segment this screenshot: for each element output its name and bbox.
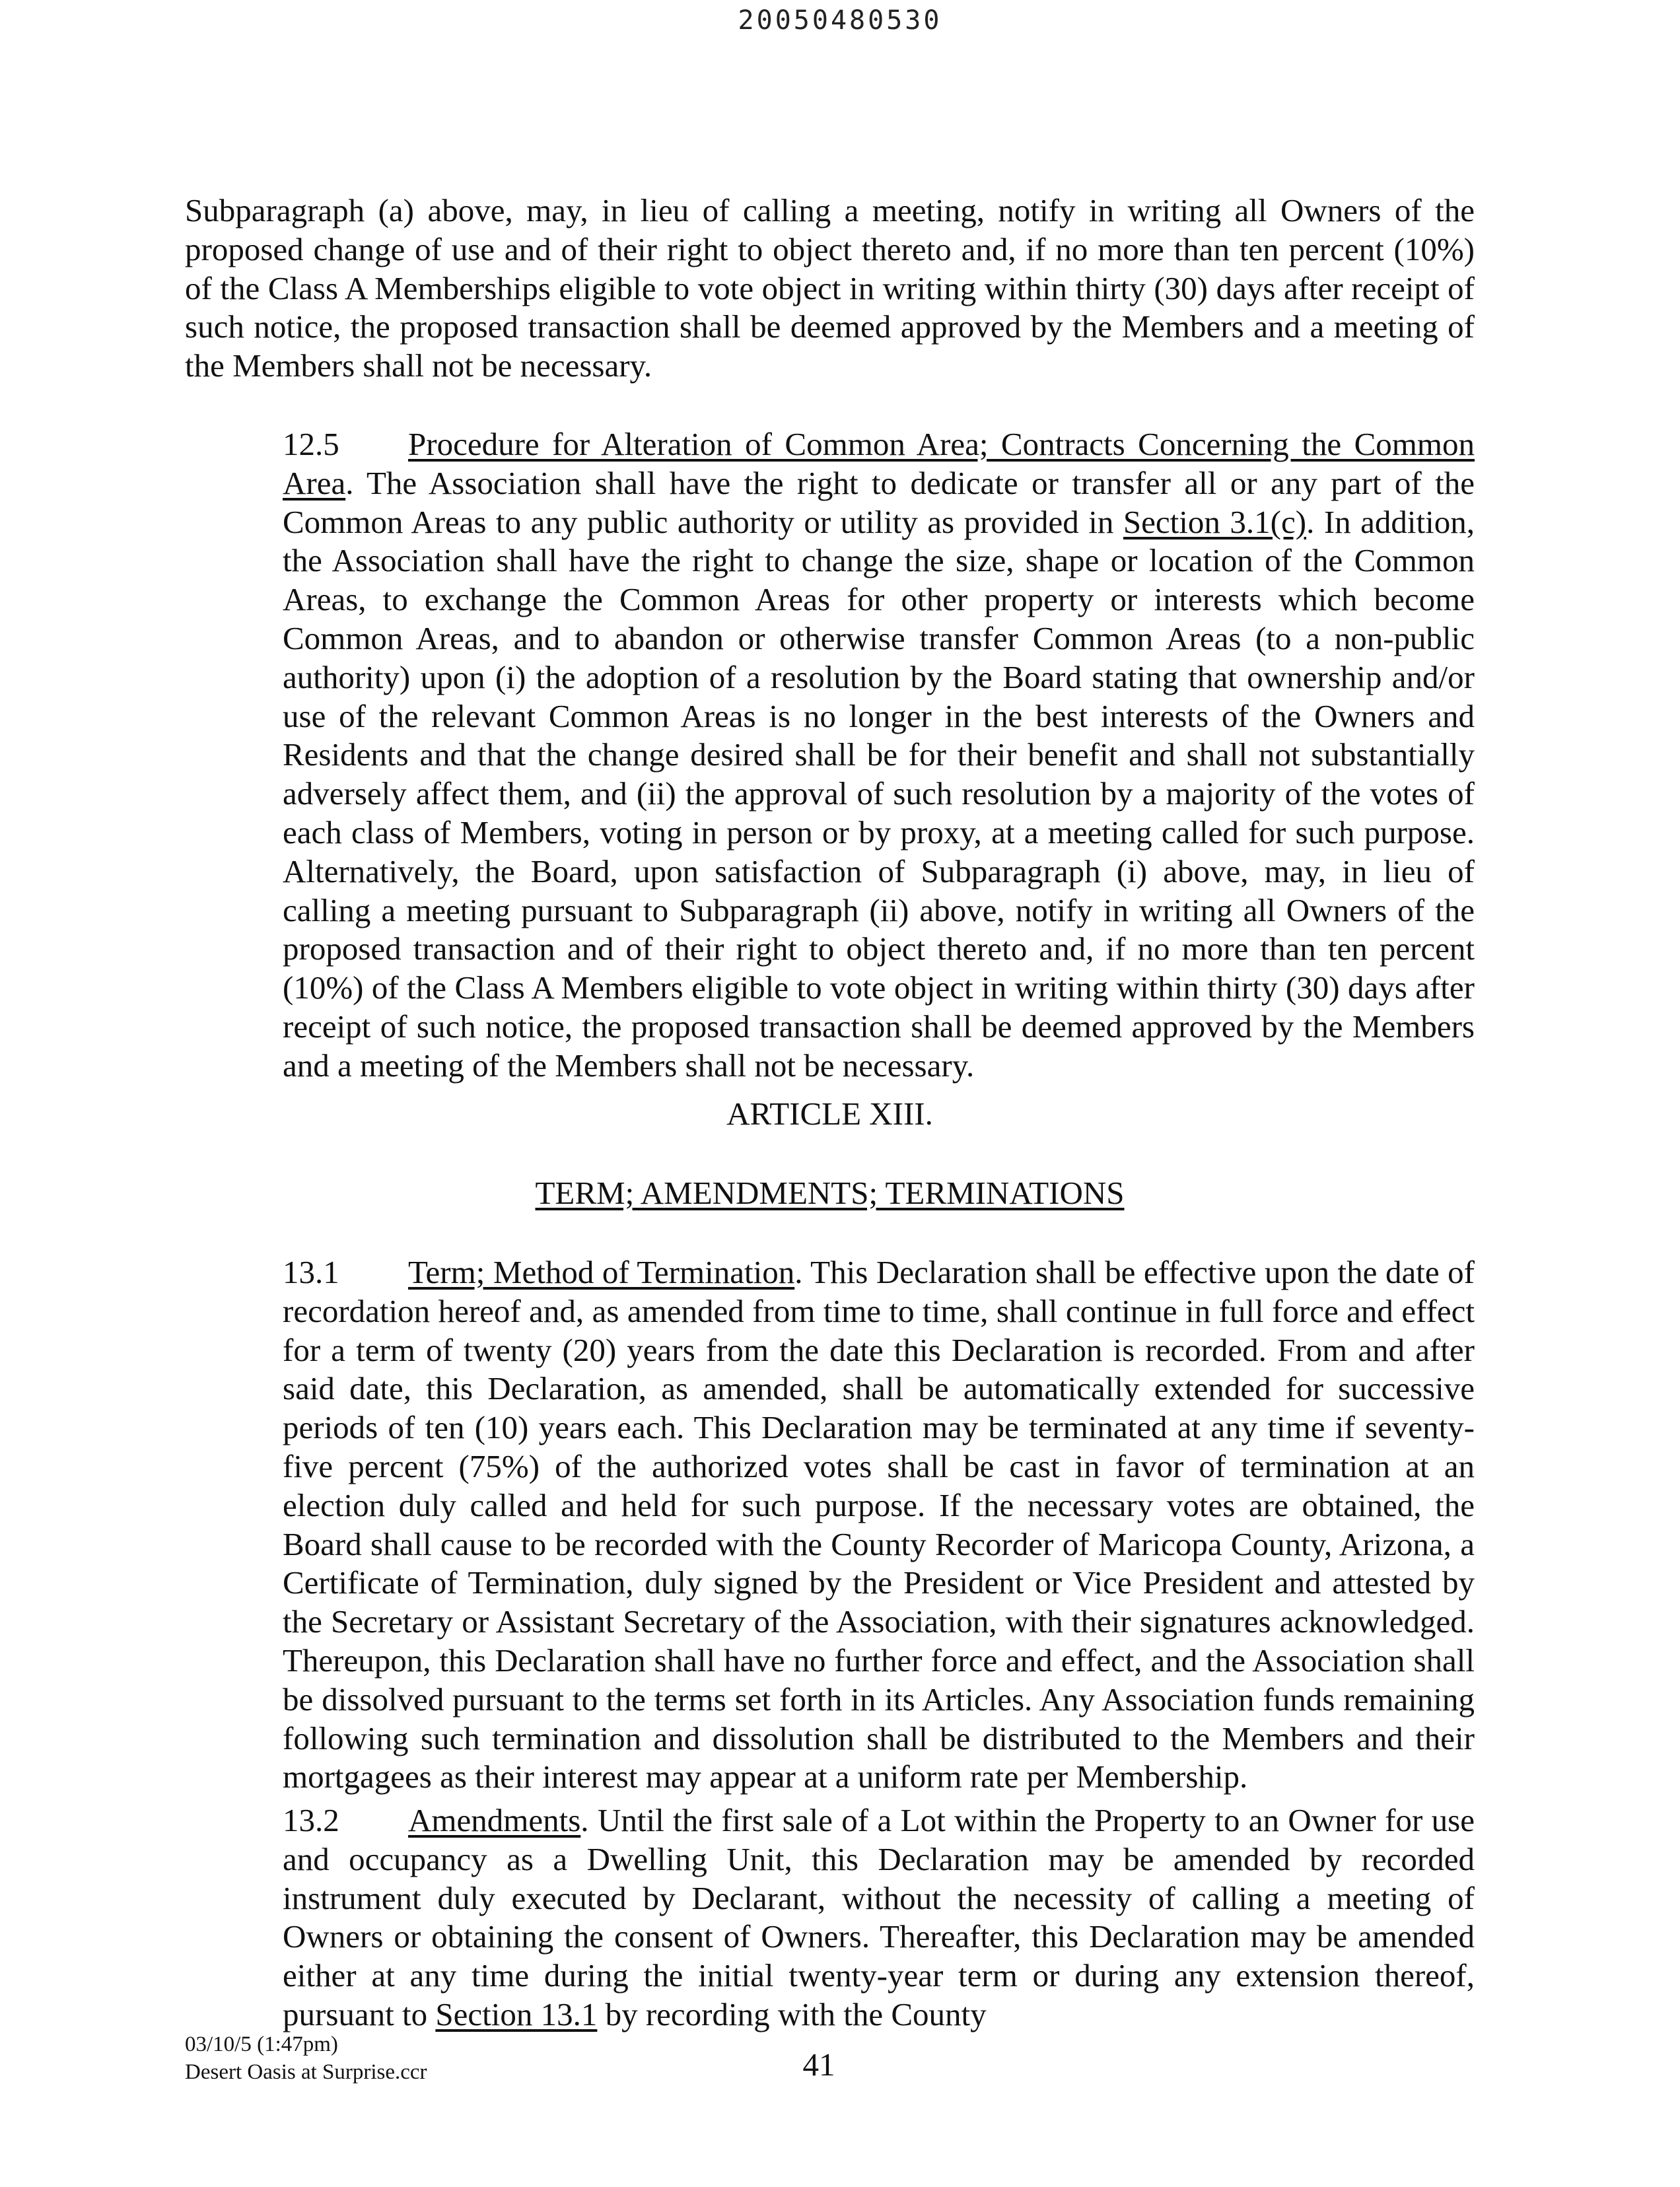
section-heading: Procedure for Alteration of Common Area; Contracts Concerning the Common Area: [283, 426, 1475, 501]
section-text: . Until the first sale of a Lot within the Property to an Owner for use and occupancy as a Dwelling Unit, this Declaration may be amended by recorded instrument duly executed by Declarant, without the necessity of calling a meeting of Owners or obtaining the consent of Owners. Thereafter, this Declaration may be amended either at any time during the initial twenty-year term or during any extension thereof, pursuant to: [283, 1802, 1475, 2032]
section-text: . This Declaration shall be effective upon the date of recordation hereof and, as amended from time to time, shall continue in full force and effect for a term of twenty (20) years from the date this Declaration is recorded. From and after said date, this Declaration, as amended, shall be automatically extended for successive periods of ten (10) years each. This Declaration may be terminated at any time if seventy-five percent (75%) of the authorized votes shall be cast in favor of termination at an election duly called and held for such purpose. If the necessary votes are obtained, the Board shall cause to be recorded with the County Recorder of Maricopa County, Arizona, a Certificate of Termination, duly signed by the President or Vice President and attested by the Secretary or Assistant Secretary of the Association, with their signatures acknowledged. Thereupon, this Declaration shall have no further force and effect, and the Association shall be dissolved pursuant to the terms set forth in its Articles. Any Association funds remaining following such termination and dissolution shall be distributed to the Members and their mortgagees as their interest may appear at a uniform rate per Membership.: [283, 1254, 1475, 1795]
footer-filename: Desert Oasis at Surprise.ccr: [185, 2060, 427, 2084]
section-12-5: [185, 425, 1475, 1086]
article-title: ARTICLE XIII.: [726, 1095, 933, 1132]
section-heading: Amendments: [408, 1802, 581, 1838]
section-text: . The Association shall have the right to dedicate or transfer all or any part of the Common Areas to any public authority or utility as provided in: [283, 464, 1475, 540]
section-reference-link: Section 3.1(c): [1123, 503, 1307, 540]
document-number: 20050480530: [738, 5, 942, 36]
footer-timestamp: 03/10/5 (1:47pm): [185, 2032, 338, 2056]
continuation-text: Subparagraph (a) above, may, in lieu of calling a meeting, notify in writing all Owners of the proposed change of use and of their right to object thereto and, if no more than ten percent (10%) of the Class A Memberships eligible to vote object in writing within thirty (30) days after receipt of such notice, the proposed transaction shall be deemed approved by the Members and a meeting of the Members shall not be necessary.: [185, 192, 1475, 384]
section-text: by recording with the County: [597, 1996, 987, 2032]
section-heading: Term; Method of Termination: [408, 1254, 795, 1290]
section-number: 12.5: [283, 426, 339, 462]
section-13-2: [185, 1801, 1475, 2034]
section-number: 13.2: [283, 1802, 339, 1838]
page-number: 41: [802, 2046, 835, 2083]
continuation-paragraph: [185, 191, 1475, 386]
section-reference-link: Section 13.1: [435, 1996, 598, 2032]
section-number: 13.1: [283, 1254, 339, 1290]
article-subtitle: TERM; AMENDMENTS; TERMINATIONS: [535, 1175, 1125, 1211]
section-13-1: [185, 1253, 1475, 1797]
section-text: . In addition, the Association shall have the right to change the size, shape or location of the Common Areas, to exchange the Common Areas for other property or interests which become Common Areas, and to abandon or otherwise transfer Common Areas (to a non-public authority) upon (i) the adoption of a resolution by the Board stating that ownership and/or use of the relevant Common Areas is no longer in the best interests of the Owners and Residents and that the change desired shall be for their benefit and shall not substantially adversely affect them, and (ii) the approval of such resolution by a majority of the votes of each class of Members, voting in person or by proxy, at a meeting called for such purpose. Alternatively, the Board, upon satisfaction of Subparagraph (i) above, may, in lieu of calling a meeting pursuant to Subparagraph (ii) above, notify in writing all Owners of the proposed transaction and of their right to object thereto and, if no more than ten percent (10%) of the Class A Members eligible to vote object in writing within thirty (30) days after receipt of such notice, the proposed transaction shall be deemed approved by the Members and a meeting of the Members shall not be necessary.: [283, 503, 1475, 1084]
footer-info: [185, 2031, 427, 2086]
